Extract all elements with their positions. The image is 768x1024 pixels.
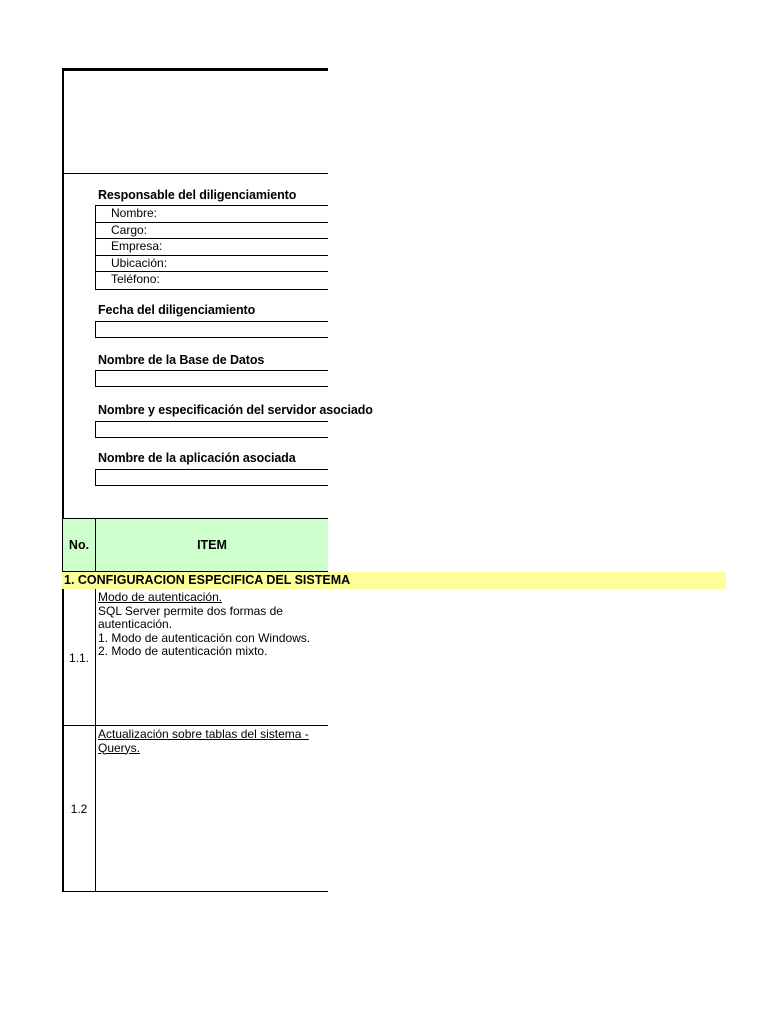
field-cargo[interactable]: Cargo: — [96, 223, 328, 240]
column-header-no: No. — [68, 538, 90, 552]
responsable-fields — [95, 205, 328, 290]
fecha-title: Fecha del diligenciamiento — [98, 303, 256, 317]
frame-top-border — [62, 68, 328, 71]
row-title-line: Actualización sobre tablas del sistema - — [98, 727, 309, 741]
aplicacion-input[interactable] — [95, 469, 328, 486]
row-number: 1.1. — [68, 651, 89, 665]
fecha-input[interactable] — [95, 321, 328, 338]
row-divider — [95, 726, 96, 892]
base-datos-input[interactable] — [95, 370, 328, 387]
row-line: 2. Modo de autenticación mixto. — [98, 644, 268, 658]
row-description — [98, 728, 326, 755]
row-line: autenticación. — [98, 617, 173, 631]
field-ubicacion[interactable]: Ubicación: — [96, 256, 328, 273]
row-description — [98, 591, 326, 659]
aplicacion-title: Nombre de la aplicación asociada — [98, 451, 296, 465]
field-empresa[interactable]: Empresa: — [96, 239, 328, 256]
row-title: Modo de autenticación. — [98, 590, 223, 604]
logo-header-box — [62, 68, 328, 174]
row-line: SQL Server permite dos formas de — [98, 603, 283, 618]
base-datos-title: Nombre de la Base de Datos — [98, 353, 265, 367]
field-nombre[interactable]: Nombre: — [96, 206, 328, 223]
responsable-title: Responsable del diligenciamiento — [98, 188, 297, 202]
row-divider — [95, 589, 96, 726]
servidor-title: Nombre y especificación del servidor asociado — [98, 403, 373, 417]
row-number: 1.2 — [70, 802, 88, 816]
field-telefono[interactable]: Teléfono: — [111, 272, 160, 286]
column-header-item: ITEM — [197, 538, 227, 552]
section-title: 1. CONFIGURACION ESPECIFICA DEL SISTEMA — [64, 573, 351, 587]
servidor-input[interactable] — [95, 421, 328, 438]
row-line: 1. Modo de autenticación con Windows. — [98, 630, 311, 645]
row-title-line: Querys. — [98, 740, 141, 755]
